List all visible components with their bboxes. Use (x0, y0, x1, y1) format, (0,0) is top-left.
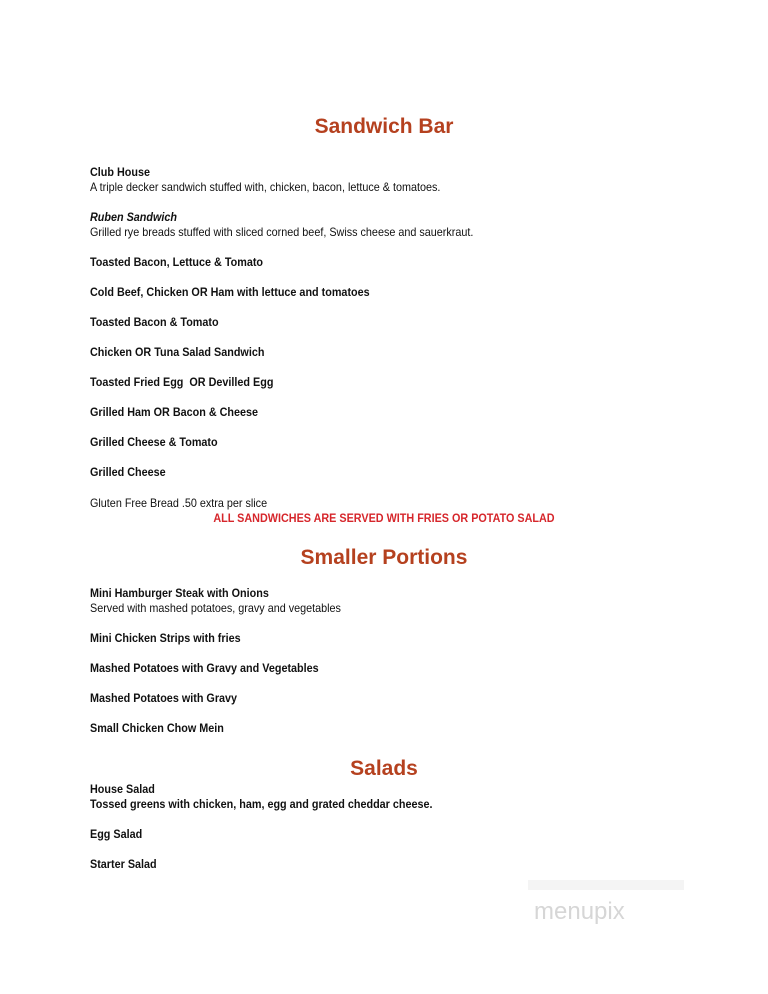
house-salad-description: Tossed greens with chicken, ham, egg and grated cheddar cheese. (90, 797, 433, 811)
sandwich-item: Cold Beef, Chicken OR Ham with lettuce and tomatoes (90, 285, 370, 299)
ruben-sandwich-name: Ruben Sandwich (90, 210, 178, 224)
smaller-portion-item: Mashed Potatoes with Gravy (90, 691, 238, 705)
sandwich-item: Toasted Fried Egg OR Devilled Egg (90, 375, 274, 389)
watermark-band (528, 880, 684, 890)
sandwich-item: Chicken OR Tuna Salad Sandwich (90, 345, 265, 359)
salads-heading: Salads (350, 757, 418, 780)
menupix-watermark: menupix (534, 898, 625, 925)
sandwich-bar-heading: Sandwich Bar (314, 115, 454, 138)
sandwich-item: Grilled Cheese & Tomato (90, 435, 218, 449)
club-house-name: Club House (90, 165, 151, 179)
smaller-portions-heading: Smaller Portions (300, 546, 468, 569)
sandwich-item: Toasted Bacon, Lettuce & Tomato (90, 255, 264, 269)
mini-hamburger-name: Mini Hamburger Steak with Onions (90, 586, 269, 600)
gluten-free-note: Gluten Free Bread .50 extra per slice (90, 496, 268, 510)
club-house-description: A triple decker sandwich stuffed with, chicken, bacon, lettuce & tomatoes. (90, 180, 441, 194)
sandwich-item: Grilled Cheese (90, 465, 166, 479)
salad-item: Egg Salad (90, 827, 143, 841)
smaller-portion-item: Mini Chicken Strips with fries (90, 631, 241, 645)
smaller-portion-item: Small Chicken Chow Mein (90, 721, 224, 735)
mini-hamburger-description: Served with mashed potatoes, gravy and vegetables (90, 601, 341, 615)
ruben-sandwich-description: Grilled rye breads stuffed with sliced corned beef, Swiss cheese and sauerkraut. (90, 225, 474, 239)
sandwich-sides-notice: ALL SANDWICHES ARE SERVED WITH FRIES OR POTATO SALAD (213, 511, 555, 525)
smaller-portion-item: Mashed Potatoes with Gravy and Vegetables (90, 661, 319, 675)
house-salad-name: House Salad (90, 782, 155, 796)
sandwich-item: Grilled Ham OR Bacon & Cheese (90, 405, 259, 419)
sandwich-item: Toasted Bacon & Tomato (90, 315, 219, 329)
salad-item: Starter Salad (90, 857, 157, 871)
